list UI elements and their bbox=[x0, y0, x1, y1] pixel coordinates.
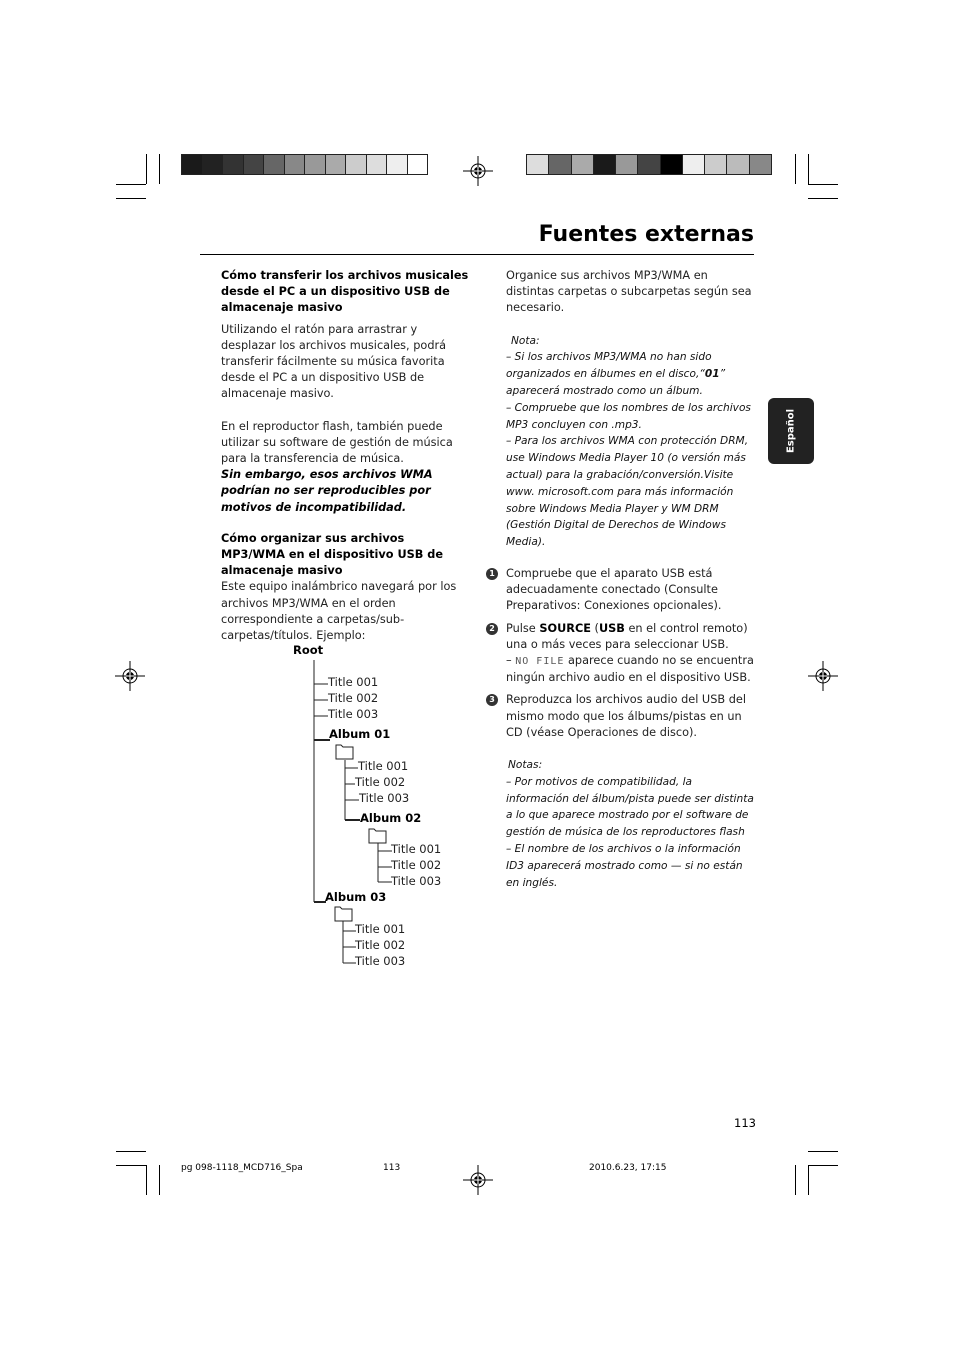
note-block bbox=[506, 333, 756, 551]
color-swatch bbox=[386, 154, 408, 175]
paragraph-organize: Este equipo inalámbrico navegará por los archivos MP3/WMA en el orden correspondiente a carpetas/sub-carpetas/títulos. Ejemplo: bbox=[221, 580, 457, 643]
color-swatch bbox=[366, 154, 388, 175]
paragraph-transfer: Utilizando el ratón para arrastrar y desplazar los archivos musicales, podrá transferir fácilmente su música favorita desde el PC a un dispositivo USB de almacenaje masivo. bbox=[221, 322, 447, 401]
tree-album-03-title-2: Title 002 bbox=[355, 938, 406, 952]
step-2 bbox=[489, 621, 756, 687]
notes-label: Notas: bbox=[508, 759, 543, 771]
color-swatch bbox=[526, 154, 549, 175]
color-swatch bbox=[284, 154, 306, 175]
color-swatch bbox=[548, 154, 571, 175]
color-swatch bbox=[202, 154, 224, 175]
color-swatch bbox=[263, 154, 285, 175]
color-swatch bbox=[615, 154, 638, 175]
color-swatch bbox=[704, 154, 727, 175]
right-column bbox=[489, 268, 756, 891]
lcd-no-file: NO FILE bbox=[515, 655, 565, 667]
footer-page: 113 bbox=[383, 1163, 401, 1173]
color-swatch bbox=[222, 154, 244, 175]
step-1 bbox=[489, 566, 756, 615]
intro-paragraph: Organice sus archivos MP3/WMA en distintas carpetas o subcarpetas según sea necesario. bbox=[506, 269, 752, 315]
registration-mark-bottom-icon bbox=[463, 1165, 493, 1195]
language-tab bbox=[768, 398, 814, 464]
color-swatch bbox=[682, 154, 705, 175]
tree-album-03-title-3: Title 003 bbox=[355, 954, 406, 968]
tree-album-01-title-1: Title 001 bbox=[358, 759, 409, 773]
color-swatch bbox=[660, 154, 683, 175]
tree-album-01: Album 01 bbox=[329, 727, 391, 741]
tree-album-01-title-3: Title 003 bbox=[359, 791, 410, 805]
step-2-text: Pulse SOURCE (USB en el control remoto) una o más veces para seleccionar USB. – NO FILE aparece cuando no se encuentra ningún archivo audio en el dispositivo USB. bbox=[506, 621, 754, 685]
color-swatch bbox=[726, 154, 749, 175]
section-heading-organize: Cómo organizar sus archivos MP3/WMA en el dispositivo USB de almacenaje masivo bbox=[221, 531, 444, 578]
color-swatch bbox=[304, 154, 326, 175]
color-swatch bbox=[749, 154, 772, 175]
tree-album-01-title-2: Title 002 bbox=[355, 775, 406, 789]
color-swatch bbox=[181, 154, 203, 175]
step-3-number-icon: 3 bbox=[486, 694, 498, 706]
paragraph-flash: En el reproductor flash, también puede utilizar su software de gestión de música para la transferencia de música. bbox=[221, 419, 453, 466]
tree-album-02: Album 02 bbox=[360, 811, 422, 825]
color-swatch bbox=[593, 154, 616, 175]
registration-mark-right-icon bbox=[808, 661, 838, 691]
note-item-2: – Compruebe que los nombres de los archivos MP3 concluyen con .mp3. bbox=[506, 401, 751, 431]
note-item-1: – Si los archivos MP3/WMA no han sido organizados en álbumes en el disco,“01” aparecerá mostrado como un álbum. bbox=[506, 351, 726, 397]
tree-album-02-title-3: Title 003 bbox=[391, 874, 442, 888]
notes-block bbox=[506, 757, 756, 891]
step-1-text: Compruebe que el aparato USB está adecuadamente conectado (Consulte Preparativos: Conexiones opcionales). bbox=[506, 566, 722, 613]
title-rule bbox=[200, 254, 754, 255]
tree-root-title-2: Title 002 bbox=[328, 691, 379, 705]
step-1-number-icon: 1 bbox=[486, 568, 498, 580]
color-swatch bbox=[345, 154, 367, 175]
color-swatch bbox=[325, 154, 347, 175]
page-number: 113 bbox=[734, 1116, 756, 1130]
note-item-3: – Para los archivos WMA con protección DRM, use Windows Media Player 10 (o versión más actual) para la grabación/conversión.Visite www. microsoft.com para más información sobre Windows Media Player y WM DRM (Gestión Digital de Derechos de Windows Media). bbox=[506, 435, 749, 549]
language-tab-label: Español bbox=[785, 408, 797, 454]
warning-wma: Sin embargo, esos archivos WMA podrían no ser reproducibles por motivos de incompatibilidad. bbox=[221, 468, 433, 514]
tree-album-03-title-1: Title 001 bbox=[355, 922, 406, 936]
color-swatch bbox=[571, 154, 594, 175]
color-swatch bbox=[637, 154, 660, 175]
note-label: Nota: bbox=[511, 334, 540, 347]
color-swatch bbox=[407, 154, 429, 175]
footer-date: 2010.6.23, 17:15 bbox=[589, 1163, 667, 1173]
step-3 bbox=[489, 692, 756, 741]
tree-album-02-title-1: Title 001 bbox=[391, 842, 442, 856]
footer-file: pg 098-1118_MCD716_Spa bbox=[181, 1163, 303, 1173]
color-swatch bbox=[243, 154, 265, 175]
tree-root: Root bbox=[293, 643, 324, 657]
registration-mark-left-icon bbox=[115, 661, 145, 691]
step-2-number-icon: 2 bbox=[486, 623, 498, 635]
page-title: Fuentes externas bbox=[538, 222, 754, 247]
registration-mark-top-icon bbox=[463, 156, 493, 186]
tree-root-title-3: Title 003 bbox=[328, 707, 379, 721]
tree-album-02-title-2: Title 002 bbox=[391, 858, 442, 872]
tree-root-title-1: Title 001 bbox=[328, 675, 379, 689]
step-3-text: Reproduzca los archivos audio del USB del mismo modo que los álbums/pistas en un CD (véase Operaciones de disco). bbox=[506, 693, 746, 739]
section-heading-transfer: Cómo transferir los archivos musicales desde el PC a un dispositivo USB de almacenaje masivo bbox=[221, 269, 469, 315]
left-column bbox=[221, 268, 471, 644]
notes-item-2: – El nombre de los archivos o la información ID3 aparecerá mostrado como — si no están en inglés. bbox=[506, 842, 743, 889]
tree-album-03: Album 03 bbox=[325, 890, 387, 904]
notes-item-1: – Por motivos de compatibilidad, la información del álbum/pista puede ser distinta a lo que aparece mostrado por el software de gestión de música de los reproductores flash bbox=[506, 775, 754, 839]
